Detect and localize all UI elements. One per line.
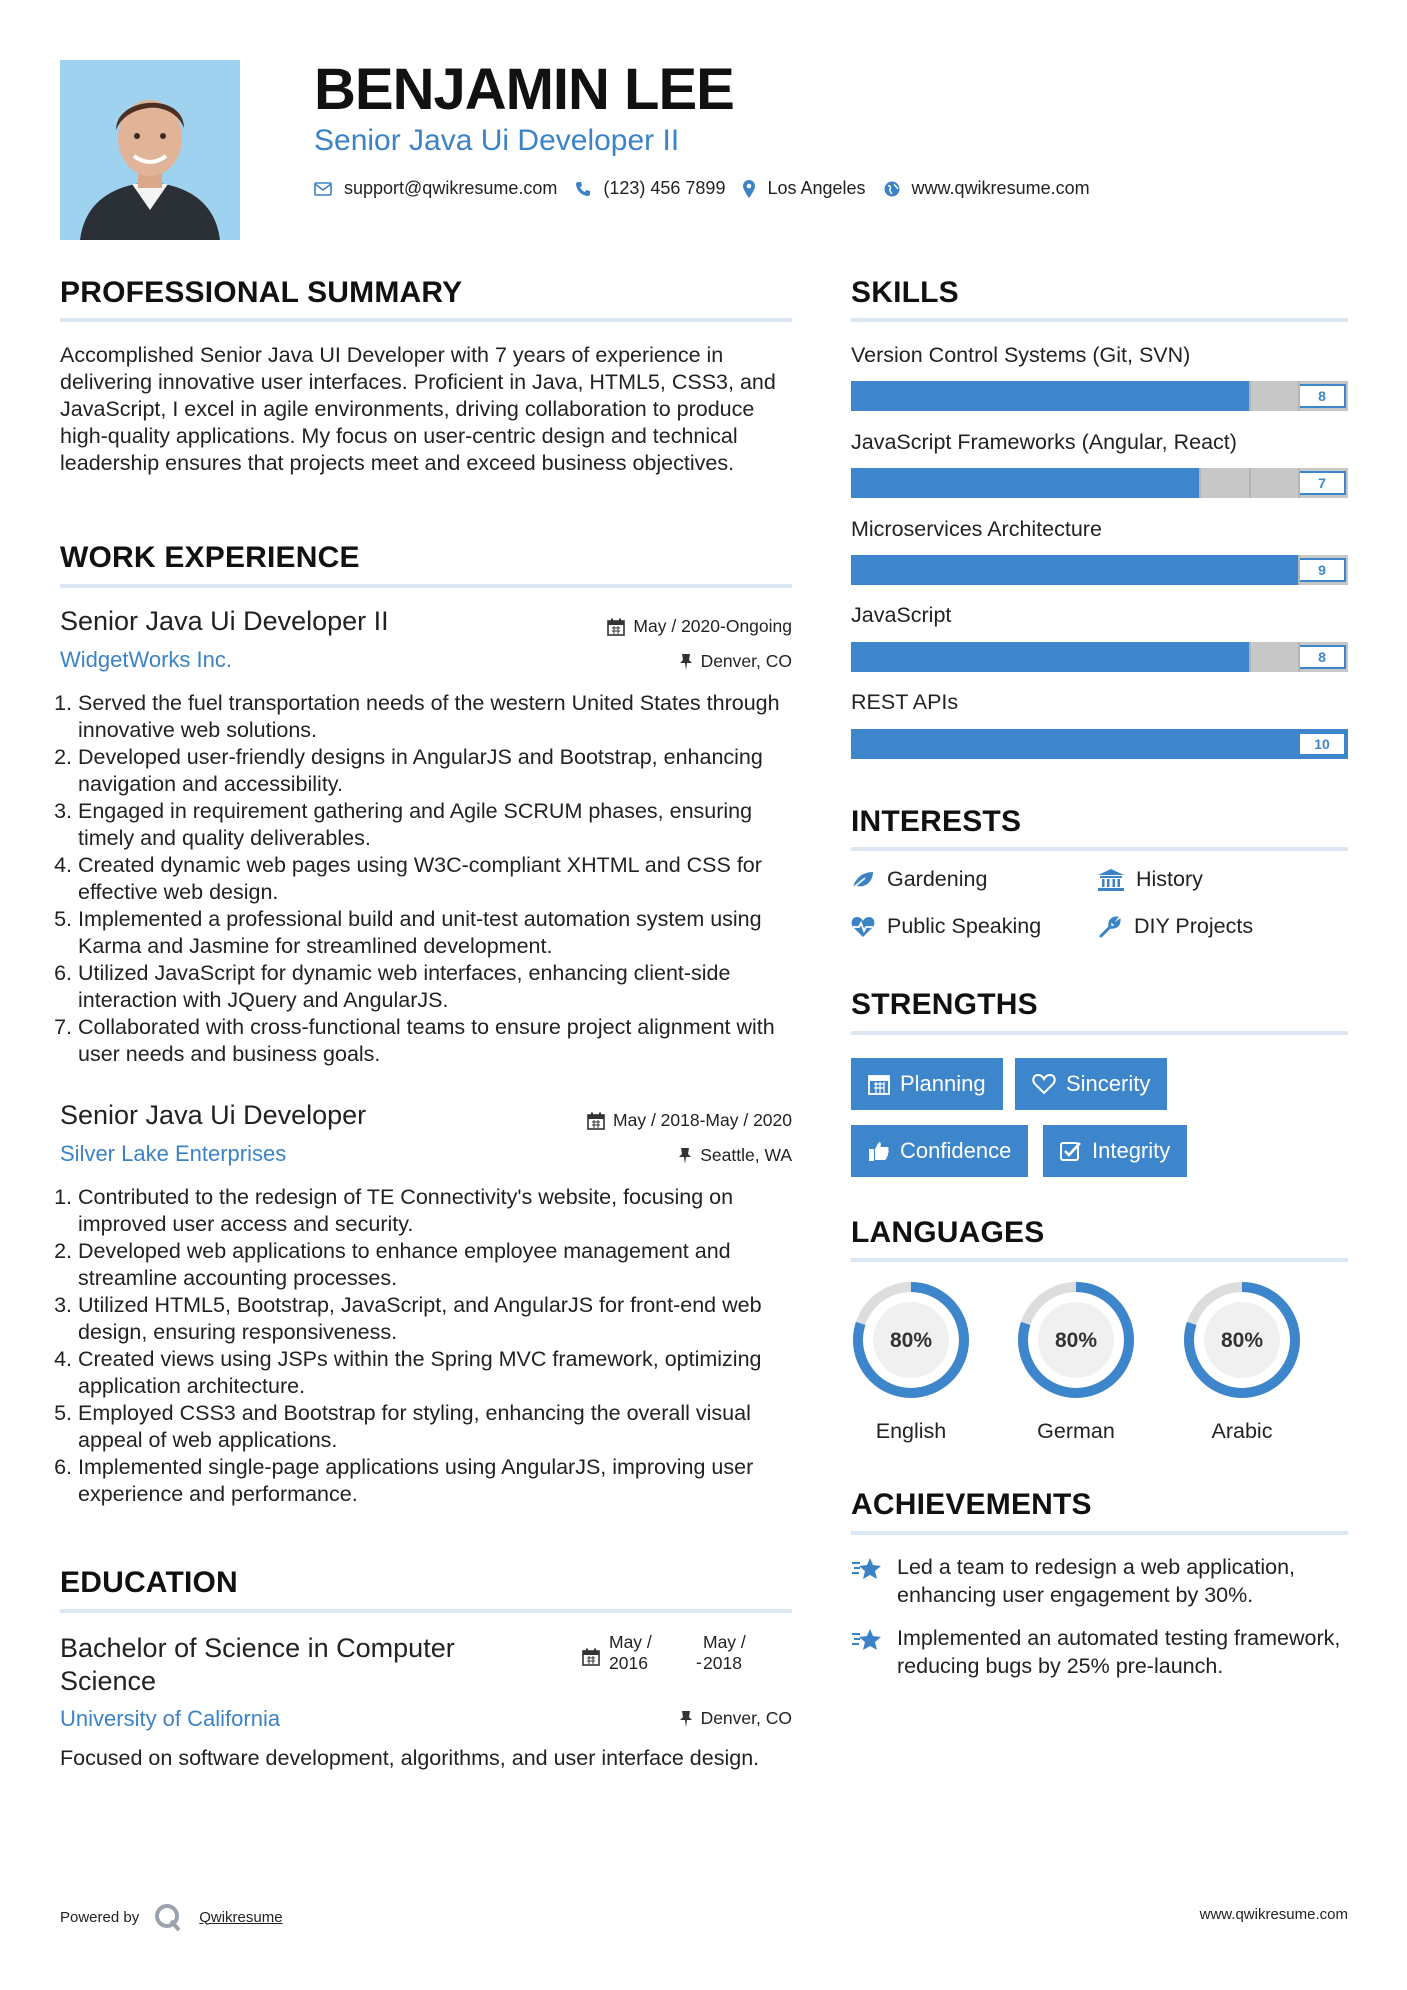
list-item: 5. Employed CSS3 and Bootstrap for styling, enhancing the overall visual appeal of web applications. [78,1400,792,1454]
languages-divider [851,1258,1348,1262]
skill-bar-segment [1249,642,1251,672]
strength-badge [1015,1058,1167,1110]
strength-badge [851,1125,1028,1177]
skill-name: JavaScript [851,603,952,627]
skill-name: JavaScript Frameworks (Angular, React) [851,430,1237,454]
experience-divider [60,584,792,588]
phone-icon [575,181,591,197]
powered-by-text: Powered by [60,1908,140,1926]
school-name: University of California [60,1706,281,1731]
edu-date-separator: - [696,1652,702,1672]
skill-bar-fill [851,381,1249,411]
footer-url[interactable]: www.qwikresume.com [1199,1906,1348,1923]
strength-badge [1043,1125,1187,1177]
phone-text: (123) 456 7899 [603,178,726,198]
interests-divider [851,847,1348,851]
interest-item [1098,914,1253,939]
skill-bar-segment [1298,555,1300,585]
shooting-star-icon [851,1626,883,1654]
list-item: 6. Utilized JavaScript for dynamic web interfaces, enhancing client-side interaction with JQuery and AngularJS. [78,960,792,1014]
skill-bar-segment [1298,381,1300,411]
skill-bar [851,729,1348,759]
list-item: 5. Implemented a professional build and unit-test automation system using Karma and Jasmine for streamlined development. [78,906,792,960]
skill-score: 10 [1298,732,1346,756]
calendar-icon [868,1073,890,1095]
language-ring [1014,1278,1138,1402]
language-percent: 80% [1220,1329,1264,1352]
contact-location [743,178,865,199]
wrench-icon [1098,915,1122,939]
summary-divider [60,318,792,322]
strengths-divider [851,1031,1348,1035]
skills-divider [851,318,1348,322]
achievement-text: Implemented an automated testing framework, reducing bugs by 25% pre-launch. [897,1626,1341,1678]
edu-description: Focused on software development, algorithms, and user interface design. [60,1746,760,1770]
skill-bar [851,468,1348,498]
interest-label: Gardening [887,867,988,891]
calendar-icon [607,618,625,636]
achievements-heading: ACHIEVEMENTS [851,1488,1092,1521]
skills-heading: SKILLS [851,276,959,309]
edu-location-text: Denver, CO [700,1708,792,1728]
skill-name: REST APIs [851,690,959,714]
globe-icon [884,181,900,197]
summary-text: Accomplished Senior Java UI Developer with 7 years of experience in delivering innovative user interfaces. Proficient in Java, HTML5, CSS3, and JavaScript, I excel in agile environments, driving collaboration to produce high-quality applications. My focus on user-centric design and technical leadership ensures that projects meet and exceed business objectives. [60,343,776,475]
list-item: 3. Utilized HTML5, Bootstrap, JavaScript, and AngularJS for front-end web design, ensuring responsiveness. [78,1292,792,1346]
skill-name: Microservices Architecture [851,517,1102,541]
map-pin-icon [743,180,755,198]
language-name: English [875,1419,947,1443]
website-text: www.qwikresume.com [911,178,1090,198]
list-item: 3. Engaged in requirement gathering and Agile SCRUM phases, ensuring timely and quality deliverables. [78,798,792,852]
pushpin-icon [679,1710,693,1728]
skill-bar-segment [1298,642,1300,672]
interest-label: Public Speaking [887,914,1042,938]
interest-item [851,867,987,892]
list-item: 4. Created views using JSPs within the Spring MVC framework, optimizing application architecture. [78,1346,792,1400]
edu-start-date: May / 2016 [609,1632,652,1673]
pushpin-icon [678,1147,692,1165]
list-item: 1. Contributed to the redesign of TE Connectivity's website, focusing on improved user access and security. [78,1184,792,1238]
skill-bar-segment [1199,468,1201,498]
calendar-icon [582,1648,600,1666]
job-bullets [60,1184,792,1508]
strength-label: Sincerity [1066,1071,1151,1096]
job-title: Senior Java Ui Developer II [60,606,389,636]
strength-label: Confidence [900,1138,1012,1163]
shooting-star-icon [851,1555,883,1583]
edu-end-date: May / 2018 [703,1632,746,1673]
heartbeat-icon [851,916,875,938]
museum-icon [1098,869,1124,891]
achievement-item [851,1553,1348,1609]
achievement-item [851,1624,1348,1680]
contact-email[interactable] [314,178,557,199]
envelope-icon [314,182,332,196]
languages-heading: LANGUAGES [851,1216,1045,1249]
interest-label: DIY Projects [1134,914,1254,938]
list-item: 1. Served the fuel transportation needs of the western United States through innovative web solutions. [78,690,792,744]
degree-title: Bachelor of Science in Computer Science [60,1633,455,1696]
list-item: 7. Collaborated with cross-functional teams to ensure project alignment with user needs and business goals. [78,1014,792,1068]
language-ring [849,1278,973,1402]
strengths-heading: STRENGTHS [851,988,1038,1021]
skill-bar [851,555,1348,585]
job-company: Silver Lake Enterprises [60,1141,287,1166]
job-location-text: Seattle, WA [700,1145,792,1165]
job-dates-text: May / 2018-May / 2020 [613,1110,792,1130]
avatar [60,60,240,240]
contact-phone[interactable] [575,178,725,199]
candidate-title: Senior Java Ui Developer II [314,124,680,157]
leaf-icon [851,870,875,890]
skill-bar-fill [851,555,1298,585]
contact-website[interactable] [884,178,1090,199]
language-item [1180,1278,1304,1444]
experience-heading: WORK EXPERIENCE [60,541,360,574]
edu-calendar [582,1648,600,1671]
achievement-text: Led a team to redesign a web application, enhancing user engagement by 30%. [897,1555,1296,1607]
skill-bar [851,381,1348,411]
skill-score: 8 [1298,384,1346,408]
email-text: support@qwikresume.com [344,178,558,198]
location-text: Los Angeles [767,178,866,198]
skill-bar-segment [1298,468,1300,498]
summary-heading: PROFESSIONAL SUMMARY [60,276,463,309]
interest-item [851,914,1041,939]
skill-bar-segment [1249,381,1251,411]
pushpin-icon [679,653,693,671]
contact-bar [314,178,1108,199]
skill-bar-fill [851,729,1348,759]
skill-bar-fill [851,468,1199,498]
checkbox-icon [1060,1140,1082,1162]
education-heading: EDUCATION [60,1566,238,1599]
profile-photo [60,60,240,240]
skill-score: 9 [1298,558,1346,582]
footer-powered [60,1902,283,1932]
skill-score: 8 [1298,645,1346,669]
language-name: Arabic [1211,1419,1273,1443]
skill-bar [851,642,1348,672]
edu-location [420,1708,792,1729]
thumbs-up-icon [868,1140,890,1162]
list-item: 2. Developed user-friendly designs in AngularJS and Bootstrap, enhancing navigation and accessibility. [78,744,792,798]
candidate-name: BENJAMIN LEE [314,57,734,122]
job-location [420,1145,792,1166]
job-title: Senior Java Ui Developer [60,1100,367,1130]
job-company: WidgetWorks Inc. [60,647,232,672]
education-divider [60,1609,792,1613]
job-location [420,651,792,672]
language-item [1014,1278,1138,1444]
language-item [849,1278,973,1444]
qwikresume-logo-icon [153,1902,185,1932]
interest-item [1098,867,1203,892]
interest-label: History [1136,867,1203,891]
list-item: 2. Developed web applications to enhance employee management and streamline accounting processes. [78,1238,792,1292]
strength-label: Planning [900,1071,986,1096]
skill-score: 7 [1298,471,1346,495]
strength-badge [851,1058,1003,1110]
strength-label: Integrity [1092,1138,1171,1163]
interests-heading: INTERESTS [851,805,1022,838]
job-bullets [60,690,792,1068]
achievements-divider [851,1531,1348,1535]
calendar-icon [587,1112,605,1130]
language-percent: 80% [889,1329,933,1352]
qwikresume-link[interactable]: Qwikresume [199,1908,283,1926]
skill-bar-fill [851,642,1249,672]
job-location-text: Denver, CO [700,651,792,671]
skill-name: Version Control Systems (Git, SVN) [851,343,1191,367]
job-dates [420,616,792,637]
job-dates-text: May / 2020-Ongoing [633,616,792,636]
language-percent: 80% [1054,1329,1098,1352]
language-name: German [1037,1419,1115,1443]
language-ring [1180,1278,1304,1402]
skill-bar-segment [1249,468,1251,498]
list-item: 6. Implemented single-page applications using AngularJS, improving user experience and performance. [78,1454,792,1508]
list-item: 4. Created dynamic web pages using W3C-compliant XHTML and CSS for effective web design. [78,852,792,906]
job-dates [420,1110,792,1131]
heart-icon [1032,1073,1056,1095]
